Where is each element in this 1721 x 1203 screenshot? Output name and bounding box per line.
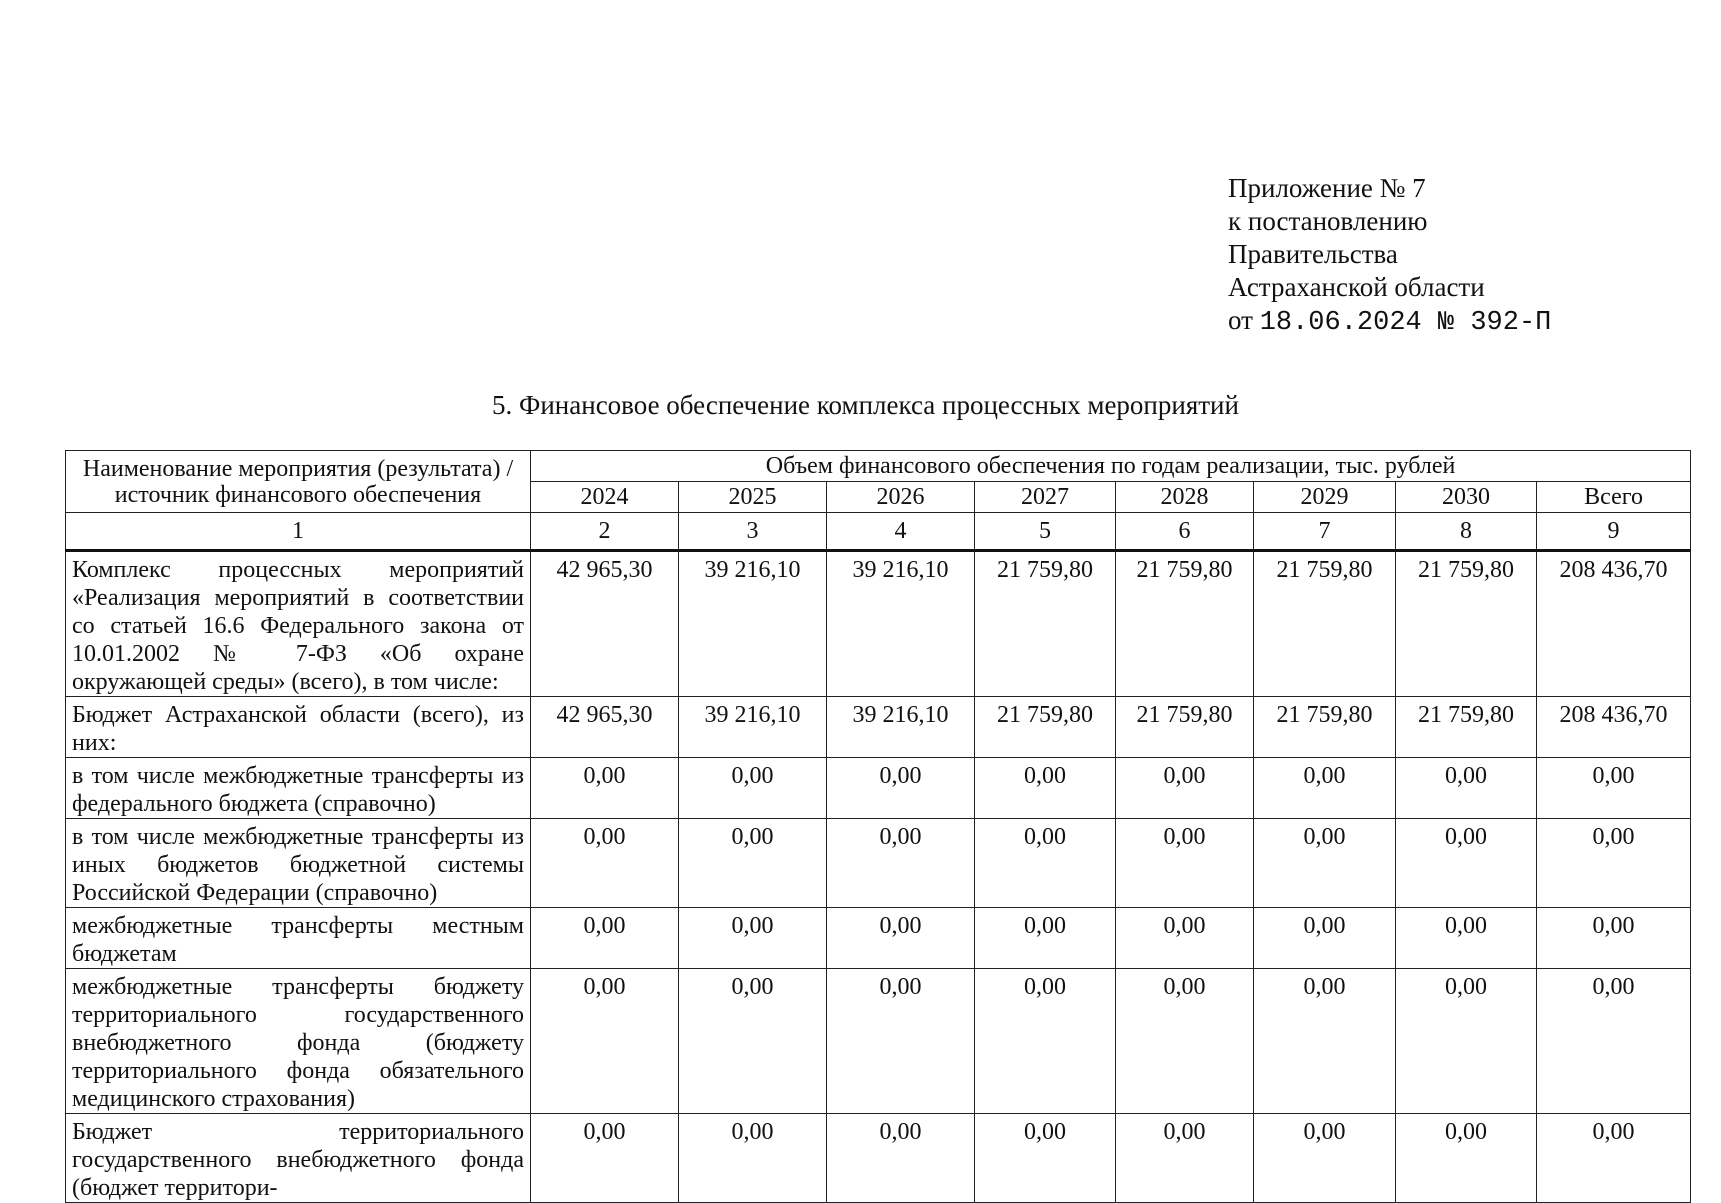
row-total: 0,00 — [1537, 758, 1691, 819]
row-value: 0,00 — [1396, 908, 1537, 969]
row-value: 21 759,80 — [975, 697, 1116, 758]
row-value: 0,00 — [975, 758, 1116, 819]
section-title: 5. Финансовое обеспечение комплекса процессных мероприятий — [492, 390, 1239, 420]
row-value: 0,00 — [1254, 819, 1396, 908]
row-value: 0,00 — [1396, 1114, 1537, 1203]
row-value: 39 216,10 — [827, 697, 975, 758]
row-value: 0,00 — [827, 1114, 975, 1203]
name-column-header: Наименование мероприятия (результата) / источник финансового обеспечения — [66, 451, 531, 513]
row-value: 0,00 — [1116, 758, 1254, 819]
financing-table — [65, 450, 1691, 1203]
row-value: 0,00 — [531, 758, 679, 819]
row-value: 21 759,80 — [1396, 697, 1537, 758]
column-index: 3 — [679, 513, 827, 551]
column-index: 1 — [66, 513, 531, 551]
row-value: 0,00 — [1396, 819, 1537, 908]
column-index: 2 — [531, 513, 679, 551]
row-value: 0,00 — [1254, 908, 1396, 969]
row-value: 0,00 — [975, 1114, 1116, 1203]
appendix-line-2: к постановлению — [1228, 206, 1428, 236]
row-value: 21 759,80 — [1254, 697, 1396, 758]
table-row — [66, 758, 1691, 819]
row-total: 0,00 — [1537, 1114, 1691, 1203]
row-name: Комплекс процессных мероприятий «Реализация мероприятий в соответствии со статьей 16.6 Федерального закона от 10.01.2002 № 7-ФЗ «Об охране окружающей среды» (всего), в том числе: — [66, 551, 531, 697]
column-index: 9 — [1537, 513, 1691, 551]
row-value: 0,00 — [827, 819, 975, 908]
table-row — [66, 969, 1691, 1114]
row-value: 0,00 — [1396, 758, 1537, 819]
row-value: 21 759,80 — [1396, 551, 1537, 697]
row-name: межбюджетные трансферты бюджету территориального государственного внебюджетного фонда (бюджету территориального фонда обязательного медицинского страхования) — [66, 969, 531, 1114]
column-index: 4 — [827, 513, 975, 551]
appendix-line-5 — [1228, 304, 1551, 340]
table-row — [66, 1114, 1691, 1203]
row-value: 42 965,30 — [531, 551, 679, 697]
column-index: 8 — [1396, 513, 1537, 551]
row-total: 0,00 — [1537, 908, 1691, 969]
row-value: 21 759,80 — [1254, 551, 1396, 697]
appendix-line-3: Правительства — [1228, 239, 1398, 269]
year-header: 2025 — [679, 482, 827, 513]
row-value: 0,00 — [531, 819, 679, 908]
row-value: 0,00 — [827, 908, 975, 969]
column-index: 7 — [1254, 513, 1396, 551]
row-value: 0,00 — [1116, 1114, 1254, 1203]
total-header: Всего — [1537, 482, 1691, 513]
header-row — [66, 451, 1691, 482]
row-value: 0,00 — [1254, 758, 1396, 819]
row-value: 0,00 — [531, 969, 679, 1114]
year-header: 2024 — [531, 482, 679, 513]
volume-column-header: Объем финансового обеспечения по годам реализации, тыс. рублей — [531, 451, 1691, 482]
row-value: 0,00 — [975, 969, 1116, 1114]
row-total: 0,00 — [1537, 969, 1691, 1114]
row-value: 0,00 — [1254, 1114, 1396, 1203]
year-header: 2026 — [827, 482, 975, 513]
row-value: 0,00 — [679, 758, 827, 819]
row-value: 0,00 — [679, 969, 827, 1114]
row-value: 21 759,80 — [1116, 697, 1254, 758]
row-value: 39 216,10 — [679, 551, 827, 697]
row-value: 0,00 — [1116, 908, 1254, 969]
appendix-line-1: Приложение № 7 — [1228, 173, 1426, 203]
table-row — [66, 819, 1691, 908]
table-row — [66, 551, 1691, 697]
year-header: 2029 — [1254, 482, 1396, 513]
row-value: 0,00 — [975, 908, 1116, 969]
row-value: 0,00 — [827, 758, 975, 819]
table-row — [66, 908, 1691, 969]
table-row — [66, 697, 1691, 758]
row-value: 0,00 — [827, 969, 975, 1114]
row-value: 0,00 — [679, 819, 827, 908]
row-value: 0,00 — [679, 1114, 827, 1203]
row-value: 0,00 — [1116, 819, 1254, 908]
row-name: Бюджет Астраханской области (всего), из них: — [66, 697, 531, 758]
row-value: 0,00 — [679, 908, 827, 969]
row-total: 208 436,70 — [1537, 697, 1691, 758]
row-value: 0,00 — [1396, 969, 1537, 1114]
row-value: 0,00 — [531, 908, 679, 969]
row-name: межбюджетные трансферты местным бюджетам — [66, 908, 531, 969]
row-value: 42 965,30 — [531, 697, 679, 758]
appendix-date-number-stamp: 18.06.2024 № 392-П — [1259, 308, 1552, 338]
year-header: 2030 — [1396, 482, 1537, 513]
row-value: 21 759,80 — [975, 551, 1116, 697]
row-value: 39 216,10 — [679, 697, 827, 758]
column-index: 6 — [1116, 513, 1254, 551]
row-value: 0,00 — [975, 819, 1116, 908]
year-header: 2027 — [975, 482, 1116, 513]
appendix-date-prefix: от — [1228, 305, 1253, 335]
appendix-line-4: Астраханской области — [1228, 272, 1485, 302]
row-value: 21 759,80 — [1116, 551, 1254, 697]
row-value: 0,00 — [531, 1114, 679, 1203]
row-total: 208 436,70 — [1537, 551, 1691, 697]
row-value: 39 216,10 — [827, 551, 975, 697]
row-value: 0,00 — [1116, 969, 1254, 1114]
row-name: в том числе межбюджетные трансферты из иных бюджетов бюджетной системы Российской Федерации (справочно) — [66, 819, 531, 908]
column-index-row — [66, 513, 1691, 551]
year-header: 2028 — [1116, 482, 1254, 513]
appendix-block — [1228, 172, 1551, 340]
row-total: 0,00 — [1537, 819, 1691, 908]
column-index: 5 — [975, 513, 1116, 551]
row-value: 0,00 — [1254, 969, 1396, 1114]
row-name: Бюджет территориального государственного внебюджетного фонда (бюджет территори- — [66, 1114, 531, 1203]
row-name: в том числе межбюджетные трансферты из федерального бюджета (справочно) — [66, 758, 531, 819]
